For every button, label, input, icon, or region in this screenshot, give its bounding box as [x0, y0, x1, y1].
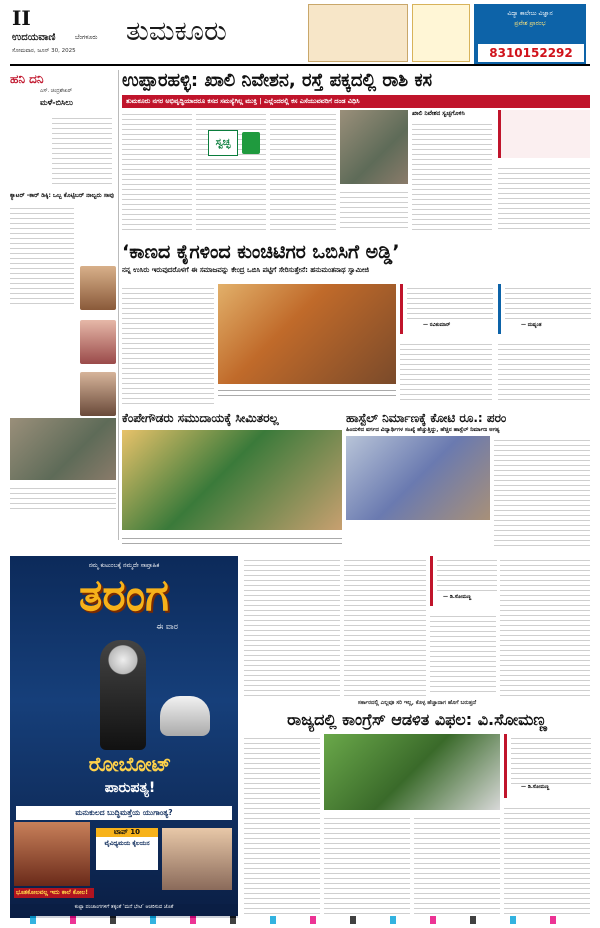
date-line: ಸೋಮವಾರ, ಜೂನ್ 30, 2025	[12, 48, 76, 54]
ad-phone: 8310152292	[478, 44, 584, 62]
registration-marks	[30, 916, 570, 924]
hostel-subhead: ಹಿಂದುಳಿದ ವರ್ಗದ ವಿದ್ಯಾರ್ಥಿಗಳ ಸಂಖ್ಯೆ ಹೆಚ್ಚುತ್ತಿದ್ದು, ಹೆಚ್ಚಿನ ಹಾಸ್ಟೆಲ್ ನಿರ್ಮಾಣ ಅಗತ್ಯ	[346, 427, 500, 433]
victim-photo-2	[80, 320, 116, 364]
kempegowda-story	[122, 410, 342, 550]
kempegowda-caption	[122, 534, 342, 544]
taranga-question: ಮನುಕುಲದ ಬುದ್ಧಿಮತ್ತೆಯ ಯುಗಾಂತ್ಯ?	[16, 806, 232, 820]
honey-title: ಹನಿ ದನಿ	[10, 72, 44, 86]
hostel-photo	[346, 436, 490, 520]
robot-dog-icon	[160, 696, 210, 736]
somanna-kicker: ಸರ್ಕಾರದಲ್ಲಿ ಎಲ್ಲವೂ ಸರಿ ಇಲ್ಲ, ಕೊಳ್ಳ ಹೆಚ್ಚಾದಾಗ ಹೊಗೆ ಬರುತ್ತದೆ	[357, 700, 477, 706]
somanna-headline: ರಾಜ್ಯದಲ್ಲಿ ಕಾಂಗ್ರೆಸ್ ಆಡಳಿತ ವಿಫಲ: ವಿ.ಸೋಮಣ್ಣ	[287, 710, 547, 729]
lead-text-2	[196, 110, 266, 230]
lead-story	[122, 68, 590, 238]
accident-text	[10, 204, 74, 304]
edition-tag: ಬೆಂಗಳೂರು	[75, 34, 98, 41]
city-title: ತುಮಕೂರು	[126, 16, 227, 47]
accident-headline: ಕ್ಯಾಟರ್ -ಕಾರ್ ಡಿಕ್ಕಿ: ಒಬ್ಬ ಕೊಟ್ಟಿಬರ್ ನಾಲ್ವರು ಸಾವು	[10, 192, 114, 199]
mid-text-col-1	[244, 556, 340, 696]
mid-quote-box	[430, 556, 496, 606]
masthead-rule	[10, 64, 590, 66]
somanna-quote-box	[504, 734, 590, 798]
honey-subtitle: ಮಳೆ-ಬಿಸಿಲು	[40, 98, 73, 107]
main-story	[122, 240, 590, 408]
somanna-photo	[324, 734, 500, 810]
somanna-story	[244, 700, 590, 918]
victim-photo-3	[80, 372, 116, 416]
main-text-2	[400, 340, 492, 404]
hostel-text-1	[494, 436, 590, 546]
quote-author-4: — ಡಿ.ಸೋಮಣ್ಣ	[521, 784, 550, 790]
somanna-text-1	[244, 734, 320, 914]
taranga-title: ತರಂಗ	[79, 570, 169, 621]
main-text-3	[498, 340, 590, 404]
lead-subhead: ತುಮಕೂರು ನಗರ ಅಭಿವೃದ್ಧಿಯಾದರೂ ಕಸದ ಸಮಸ್ಯೆಗಿಲ್ಲ ಮುಕ್ತಿ | ಎಲ್ಲೆಂದರಲ್ಲಿ ಕಸ ಎಸೆಯುವವರಿಗೆ ದಂಡ ವಿಧಿಸಿ	[122, 95, 590, 108]
lead-side-head: ಖಾಲಿ ನಿವೇಶನ ಸ್ವಚ್ಛಗೊಳಿಸಿ	[412, 110, 465, 117]
lead-photo	[340, 110, 408, 184]
taranga-ad	[10, 556, 238, 918]
trash-icon	[242, 132, 260, 154]
lead-headline: ಉಪ್ಪಾರಹಳ್ಳಿ: ಖಾಲಿ ನಿವೇಶನ, ರಸ್ತೆ ಪಕ್ಕದಲ್ಲಿ ರಾಶಿ ಕಸ	[122, 70, 433, 91]
taranga-sub: ಈ ವಾರ	[156, 622, 178, 631]
hostel-story	[346, 410, 590, 550]
lead-text-6	[498, 164, 590, 230]
lead-text-3	[270, 110, 336, 230]
taranga-girl-photo	[162, 828, 232, 890]
robot-icon	[100, 640, 146, 750]
robot-title-2: ಪಾರುಪತ್ಯ!	[104, 780, 156, 796]
hostel-headline: ಹಾಸ್ಟೆಲ್ ನಿರ್ಮಾಣಕ್ಕೆ ಕೋಟಿ ರೂ.: ಪರಂ	[346, 411, 507, 425]
mid-text-col-2	[344, 556, 426, 696]
event-photo-left	[10, 418, 116, 480]
somanna-text-2	[324, 814, 410, 914]
lead-text-4	[340, 188, 408, 230]
robot-title-1: ರೋಬೋಟ್	[88, 752, 172, 776]
swachh-badge: ಸ್ವಚ್ಛ	[208, 130, 238, 156]
header-ad-1	[308, 4, 408, 62]
header-ad-2	[412, 4, 470, 62]
paper-name: ಉದಯವಾಣಿ	[12, 32, 56, 43]
main-text-1	[122, 284, 214, 404]
main-headline: ‘ಕಾಣದ ಕೈಗಳಿಂದ ಕುಂಚಿಟಿಗರ ಒಬಿಸಿಗೆ ಅಡ್ಡಿ’	[122, 241, 400, 263]
quote-author-3: — ಡಿ.ಸೋಮಣ್ಣ	[443, 594, 472, 600]
quote-author-2: — ದುಷ್ಯಂತ	[521, 322, 542, 328]
quote-author-1: — ರವಿಕುಮಾರ್	[423, 322, 451, 328]
main-quote-1	[400, 284, 492, 334]
taranga-footer: ಕುಟ್ಟಾ ಪಂಚಾಂಗಗಳಿಗೆ ತಕ್ಕಂತೆ ‘ಮನೆ ಭೇಟಿ’ ಆಚರಿಸುವ ಜೊತೆ	[10, 904, 238, 910]
top10-label: ಟಾಪ್ 10	[96, 828, 158, 837]
main-subhead: ನನ್ನ ಉಸಿರು ಇರುವುದರೊಳಗೆ ಈ ಸಮಾಜವನ್ನು ಕೇಂದ್ರ ಒಬಿಸಿ ಪಟ್ಟಿಗೆ ಸೇರಿಸುತ್ತೇನೆ: ಹನುಮಂತನಾಥ ಸ್ವಾಮೀಜಿ	[122, 266, 369, 274]
victim-photo-1	[80, 266, 116, 310]
lead-text-5	[412, 120, 492, 230]
taranga-person-photo	[14, 822, 90, 886]
feature-label: ವೈವಿಧ್ಯಮಯ ಕೈಲಯನ	[104, 840, 150, 847]
col-divider-1	[118, 70, 119, 540]
honey-poem	[52, 114, 112, 184]
taranga-side-note: ಭೂತಕೋಲವಲ್ಲ ಇದು ಕಾಲೆ ಕೋಲ!	[14, 888, 94, 898]
page-number: II	[12, 6, 31, 30]
mid-text-col-3	[430, 612, 496, 696]
masthead	[0, 0, 600, 66]
main-photo-caption	[218, 386, 396, 400]
lead-text-1	[122, 110, 192, 230]
taranga-banner: ನಮ್ಮ ಕುಟುಂಬಕ್ಕೆ ನಮ್ಮದೇ ಸಾಪ್ತಾಹಿಕ	[88, 562, 160, 569]
honey-byline: ಎಸ್. ಚಂದ್ರಶೇಖರ್	[40, 88, 73, 94]
somanna-text-3	[414, 814, 500, 914]
kempegowda-photo	[122, 430, 342, 530]
honey-column	[10, 68, 116, 548]
ad-line-2: ಪ್ರವೇಶ ಪ್ರಾರಂಭ	[514, 20, 546, 27]
kempegowda-headline: ಕೆಂಪೇಗೌಡರು ಸಮುದಾಯಕ್ಕೆ ಸೀಮಿತರಲ್ಲ	[122, 411, 279, 425]
ad-line-1: ವಿದ್ಯಾ ಕಾಲೇಜು ವಿಜ್ಞಾನ	[507, 10, 553, 17]
taranga-top10-box	[96, 828, 158, 870]
main-quote-2	[498, 284, 590, 334]
event-caption-left	[10, 484, 116, 512]
somanna-text-4	[504, 804, 590, 914]
main-photo	[218, 284, 396, 384]
lead-quote-box	[498, 110, 590, 158]
mid-text-col-4	[500, 556, 590, 696]
